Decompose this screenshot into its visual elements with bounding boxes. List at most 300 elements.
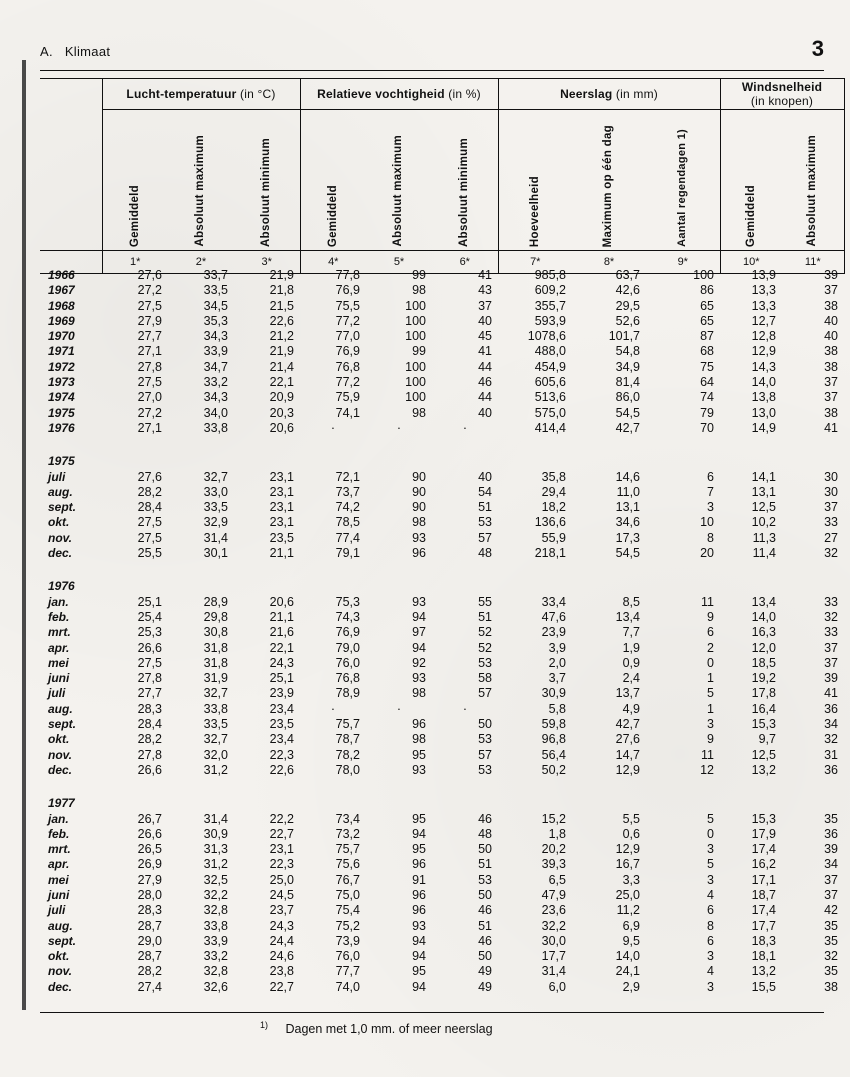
data-cell: 33,8 <box>203 420 228 435</box>
data-cell: 2,0 <box>548 655 566 670</box>
data-cell: 20,9 <box>269 390 294 405</box>
row-label: 1973 <box>48 375 75 390</box>
col-head-5-label: Absoluut maximum <box>392 135 405 247</box>
data-cell: 27,1 <box>137 344 162 359</box>
data-cell: 13,1 <box>751 484 776 499</box>
data-cell: 19,2 <box>751 671 776 686</box>
row-label: sept. <box>48 500 77 515</box>
data-cell: 17,3 <box>615 530 640 545</box>
data-cell: 32,0 <box>203 747 228 762</box>
data-cell: 55,9 <box>541 530 566 545</box>
data-cell: 28,7 <box>137 949 162 964</box>
data-cell: 78,5 <box>335 515 360 530</box>
data-cell: 32,8 <box>203 964 228 979</box>
row-label: 1974 <box>48 390 75 405</box>
data-cell: 79 <box>700 405 714 420</box>
data-cell: 37 <box>824 283 838 298</box>
empty-cell <box>234 796 300 811</box>
data-cell: 86 <box>700 283 714 298</box>
data-cell: 53 <box>478 872 492 887</box>
row-label: okt. <box>48 515 70 530</box>
data-cell: 27,2 <box>137 283 162 298</box>
data-cell: 3 <box>707 842 714 857</box>
data-cell: 45 <box>478 329 492 344</box>
data-cell: 90 <box>412 469 426 484</box>
data-cell: 28,4 <box>137 717 162 732</box>
data-cell: 32 <box>824 546 838 561</box>
data-cell: 31,3 <box>203 842 228 857</box>
data-cell: 609,2 <box>534 283 566 298</box>
data-cell: 76,9 <box>335 344 360 359</box>
data-cell: 21,1 <box>269 546 294 561</box>
data-cell: 35 <box>824 933 838 948</box>
data-cell: 51 <box>478 857 492 872</box>
data-cell: 27,8 <box>137 671 162 686</box>
col-head-1 <box>102 110 168 251</box>
group-wind-label: Windsnelheid <box>741 80 823 94</box>
table-row <box>40 656 844 671</box>
data-cell: 4 <box>707 887 714 902</box>
row-label: sept. <box>48 717 77 732</box>
chapter-title: Klimaat <box>64 44 111 59</box>
row-label: 1975 <box>48 405 75 420</box>
empty-cell <box>168 796 234 811</box>
data-cell: 43 <box>478 283 492 298</box>
data-cell: 11,0 <box>616 484 640 499</box>
group-temperature <box>102 79 300 110</box>
data-cell: 14,7 <box>615 747 640 762</box>
data-cell: 27,5 <box>137 515 162 530</box>
data-cell: 41 <box>478 344 492 359</box>
data-cell: 15,5 <box>751 979 776 994</box>
table-row <box>40 717 844 732</box>
data-cell: 87 <box>700 329 714 344</box>
data-cell: 24,4 <box>269 933 294 948</box>
data-cell: 57 <box>478 530 492 545</box>
data-cell: 37 <box>824 375 838 390</box>
data-cell: 27,9 <box>137 313 162 328</box>
row-label: mrt. <box>48 625 71 640</box>
data-cell: 23,1 <box>269 469 294 484</box>
data-cell: 25,3 <box>137 625 162 640</box>
col-num-2: 2* <box>168 251 234 274</box>
data-cell: 37 <box>824 640 838 655</box>
data-cell: 59,8 <box>541 717 566 732</box>
table-row <box>40 360 844 375</box>
data-cell: 14,3 <box>751 359 776 374</box>
data-cell: 75,2 <box>335 918 360 933</box>
data-cell: 11 <box>701 594 714 609</box>
data-cell: 27 <box>824 530 838 545</box>
data-cell: 74 <box>700 390 714 405</box>
data-cell: 30 <box>824 484 838 499</box>
data-cell: 32,6 <box>203 979 228 994</box>
table-row <box>40 888 844 903</box>
spacer-cell <box>40 561 844 579</box>
footnote <box>260 1020 493 1036</box>
data-cell: 75,4 <box>335 903 360 918</box>
empty-cell <box>366 796 432 811</box>
data-cell: 74,1 <box>335 405 360 420</box>
data-cell: 18,1 <box>751 949 776 964</box>
group-humidity-unit: (in %) <box>448 87 481 101</box>
row-label: juli <box>48 903 66 918</box>
table-header-block <box>40 78 824 274</box>
data-cell: 21,9 <box>269 268 294 282</box>
data-cell: 23,1 <box>269 484 294 499</box>
data-cell: 42,7 <box>615 717 640 732</box>
data-cell: 98 <box>412 732 426 747</box>
data-cell: 16,4 <box>751 701 776 716</box>
data-cell: 17,7 <box>541 949 566 964</box>
row-label: 1969 <box>48 313 75 328</box>
group-rainfall-unit: (in mm) <box>615 87 658 101</box>
data-cell: 32,7 <box>203 469 228 484</box>
data-cell: 75,7 <box>335 842 360 857</box>
data-cell: 16,2 <box>751 857 776 872</box>
data-cell: 100 <box>405 375 426 390</box>
data-cell: 7,7 <box>622 625 640 640</box>
data-cell: 13,2 <box>751 762 776 777</box>
data-cell: 33,2 <box>203 375 228 390</box>
data-cell: 30,9 <box>541 686 566 701</box>
table-header <box>40 78 845 274</box>
data-cell: 14,0 <box>615 949 640 964</box>
data-cell: 25,1 <box>269 671 294 686</box>
data-cell: 12,9 <box>751 344 776 359</box>
data-cell: 8 <box>707 918 714 933</box>
empty-cell <box>720 796 782 811</box>
data-cell: 31,4 <box>203 530 228 545</box>
data-cell: 24,6 <box>269 949 294 964</box>
data-cell: 100 <box>693 268 714 282</box>
data-cell: 100 <box>405 298 426 313</box>
data-cell: 4 <box>707 964 714 979</box>
data-cell: 24,1 <box>615 964 640 979</box>
data-cell: 8 <box>707 530 714 545</box>
col-head-5 <box>366 110 432 251</box>
table-row <box>40 344 844 359</box>
table-row <box>40 842 844 857</box>
data-cell: · <box>462 701 468 716</box>
data-cell: 68 <box>700 344 714 359</box>
data-cell: 86,0 <box>615 390 640 405</box>
data-cell: 41 <box>824 686 838 701</box>
data-cell: 22,7 <box>269 826 294 841</box>
data-cell: 12,5 <box>751 747 776 762</box>
data-cell: 51 <box>478 609 492 624</box>
data-cell: 17,1 <box>751 872 776 887</box>
data-cell: 16,7 <box>615 857 640 872</box>
empty-cell <box>572 796 646 811</box>
data-cell: 54,8 <box>615 344 640 359</box>
data-cell: 15,3 <box>751 811 776 826</box>
data-cell: 21,5 <box>269 298 294 313</box>
col-head-8-label: Maximum op één dag <box>602 124 615 247</box>
data-cell: 75,9 <box>335 390 360 405</box>
empty-cell <box>234 579 300 594</box>
data-cell: 73,9 <box>335 933 360 948</box>
data-cell: 31,2 <box>203 762 228 777</box>
col-head-2-label: Absoluut maximum <box>194 135 207 247</box>
data-cell: · <box>330 701 336 716</box>
table-row <box>40 515 844 530</box>
data-cell: 27,7 <box>137 686 162 701</box>
data-cell: 33,0 <box>203 484 228 499</box>
data-cell: 2,9 <box>622 979 640 994</box>
data-cell: 27,8 <box>137 359 162 374</box>
data-cell: 12,0 <box>751 640 776 655</box>
chapter-label <box>40 44 110 59</box>
group-humidity <box>300 79 498 110</box>
data-cell: 55 <box>478 594 492 609</box>
data-cell: 25,0 <box>615 887 640 902</box>
row-label: aug. <box>48 918 73 933</box>
data-cell: 31,4 <box>203 811 228 826</box>
data-cell: · <box>462 420 468 435</box>
data-cell: 22,1 <box>269 640 294 655</box>
data-cell: 70 <box>700 420 714 435</box>
row-label: sept. <box>48 933 77 948</box>
data-cell: 3 <box>707 717 714 732</box>
data-cell: 35 <box>824 964 838 979</box>
group-wind-unit: (in knopen) <box>750 94 814 108</box>
data-cell: 31 <box>824 747 838 762</box>
row-label: dec. <box>48 762 73 777</box>
empty-cell <box>300 796 366 811</box>
data-cell: 51 <box>478 500 492 515</box>
row-label: dec. <box>48 546 73 561</box>
data-cell: 414,4 <box>534 420 566 435</box>
data-cell: 42,6 <box>615 283 640 298</box>
data-cell: 39 <box>824 671 838 686</box>
data-cell: 27,7 <box>137 329 162 344</box>
data-cell: 77,8 <box>335 268 360 282</box>
data-cell: 46 <box>478 811 492 826</box>
data-cell: 23,1 <box>269 515 294 530</box>
table-row <box>40 500 844 515</box>
data-cell: 34,5 <box>203 298 228 313</box>
data-cell: 95 <box>412 964 426 979</box>
data-cell: 25,5 <box>137 546 162 561</box>
data-cell: 0 <box>707 655 714 670</box>
data-cell: 73,7 <box>335 484 360 499</box>
data-cell: 38 <box>824 979 838 994</box>
data-cell: 6,5 <box>548 872 566 887</box>
group-temperature-unit: (in °C) <box>240 87 276 101</box>
data-cell: 28,7 <box>137 918 162 933</box>
data-cell: 38 <box>824 359 838 374</box>
data-cell: 31,4 <box>541 964 566 979</box>
table-row <box>40 314 844 329</box>
data-cell: 513,6 <box>534 390 566 405</box>
data-cell: 40 <box>478 313 492 328</box>
data-cell: 37 <box>824 655 838 670</box>
data-cell: 605,6 <box>534 375 566 390</box>
data-cell: 3,3 <box>622 872 640 887</box>
data-cell: 32,9 <box>203 515 228 530</box>
data-cell: 32,7 <box>203 732 228 747</box>
row-label: mei <box>48 655 69 670</box>
empty-cell <box>720 454 782 469</box>
data-cell: 355,7 <box>534 298 566 313</box>
empty-cell <box>782 454 844 469</box>
data-cell: 32,7 <box>203 686 228 701</box>
empty-cell <box>168 454 234 469</box>
block-heading: 1976 <box>48 579 75 594</box>
table-row <box>40 671 844 686</box>
data-cell: 21,1 <box>269 609 294 624</box>
data-cell: 34,3 <box>203 390 228 405</box>
col-num-4: 4* <box>300 251 366 274</box>
data-cell: 27,4 <box>137 979 162 994</box>
data-cell: 98 <box>412 686 426 701</box>
row-label: 1970 <box>48 329 75 344</box>
data-cell: 34,7 <box>203 359 228 374</box>
data-cell: 34,6 <box>615 515 640 530</box>
empty-cell <box>572 579 646 594</box>
data-cell: 75,3 <box>335 594 360 609</box>
data-cell: 48 <box>478 826 492 841</box>
chapter-letter: A. <box>40 44 53 59</box>
data-cell: 95 <box>412 747 426 762</box>
empty-cell <box>102 796 168 811</box>
data-cell: 3 <box>707 500 714 515</box>
col-num-7: 7* <box>498 251 572 274</box>
group-temperature-label: Lucht-temperatuur <box>126 87 237 101</box>
data-cell: 48 <box>478 546 492 561</box>
header-rule <box>40 70 824 71</box>
data-cell: 24,3 <box>269 918 294 933</box>
data-cell: 34,9 <box>615 359 640 374</box>
col-head-3 <box>234 110 300 251</box>
data-cell: 28,2 <box>137 484 162 499</box>
data-cell: · <box>396 701 402 716</box>
data-cell: 6 <box>707 903 714 918</box>
row-label: feb. <box>48 609 70 624</box>
data-cell: 100 <box>405 359 426 374</box>
empty-cell <box>432 796 498 811</box>
empty-cell <box>498 454 572 469</box>
data-cell: 31,8 <box>203 655 228 670</box>
data-cell: 40 <box>824 313 838 328</box>
data-cell: 18,3 <box>751 933 776 948</box>
data-cell: 79,1 <box>335 546 360 561</box>
data-cell: 5 <box>707 686 714 701</box>
data-cell: 454,9 <box>534 359 566 374</box>
data-cell: 98 <box>412 405 426 420</box>
table-row <box>40 903 844 918</box>
data-cell: 44 <box>478 359 492 374</box>
data-cell: 101,7 <box>608 329 640 344</box>
data-cell: 64 <box>700 375 714 390</box>
data-cell: 29,5 <box>615 298 640 313</box>
empty-cell <box>720 579 782 594</box>
data-cell: 34 <box>824 857 838 872</box>
data-cell: 72,1 <box>335 469 360 484</box>
data-cell: 15,3 <box>751 717 776 732</box>
data-cell: 94 <box>412 609 426 624</box>
data-cell: 90 <box>412 484 426 499</box>
data-cell: 100 <box>405 329 426 344</box>
data-cell: 27,6 <box>137 268 162 282</box>
data-cell: 13,2 <box>751 964 776 979</box>
data-cell: 30 <box>824 469 838 484</box>
data-cell: 35 <box>824 811 838 826</box>
table-row <box>40 595 844 610</box>
data-cell: 30,1 <box>203 546 228 561</box>
data-cell: 49 <box>478 964 492 979</box>
data-cell: 75 <box>700 359 714 374</box>
data-cell: 58 <box>478 671 492 686</box>
data-cell: 53 <box>478 762 492 777</box>
table-row <box>40 375 844 390</box>
data-cell: 16,3 <box>751 625 776 640</box>
table-row <box>40 763 844 778</box>
data-cell: 218,1 <box>534 546 566 561</box>
data-cell: 17,4 <box>751 903 776 918</box>
data-cell: 33,5 <box>203 717 228 732</box>
empty-cell <box>782 579 844 594</box>
data-cell: 28,3 <box>137 701 162 716</box>
table-row <box>40 406 844 421</box>
data-cell: 36 <box>824 762 838 777</box>
data-cell: 14,0 <box>751 375 776 390</box>
data-cell: 18,7 <box>751 887 776 902</box>
empty-cell <box>300 454 366 469</box>
data-cell: 26,7 <box>137 811 162 826</box>
group-header-row <box>40 79 844 110</box>
data-cell: 33,8 <box>203 918 228 933</box>
data-cell: 100 <box>405 313 426 328</box>
row-label: nov. <box>48 530 73 545</box>
data-cell: 18,5 <box>751 655 776 670</box>
data-cell: 13,8 <box>751 390 776 405</box>
data-cell: 37 <box>824 390 838 405</box>
data-cell: 22,3 <box>269 857 294 872</box>
data-cell: 74,2 <box>335 500 360 515</box>
table-row <box>40 299 844 314</box>
data-cell: 18,2 <box>541 500 566 515</box>
data-cell: 96 <box>412 546 426 561</box>
data-cell: 93 <box>412 594 426 609</box>
table-row <box>40 702 844 717</box>
col-num-8: 8* <box>572 251 646 274</box>
data-cell: 33,9 <box>203 933 228 948</box>
footnote-text: Dagen met 1,0 mm. of meer neerslag <box>285 1022 493 1037</box>
footnote-marker: 1) <box>260 1020 269 1030</box>
col-num-11: 11* <box>782 251 844 274</box>
data-cell: 76,9 <box>335 283 360 298</box>
data-cell: 34,0 <box>203 405 228 420</box>
data-cell: 33,4 <box>541 594 566 609</box>
table-row <box>40 546 844 561</box>
data-cell: 32 <box>824 949 838 964</box>
row-label: jan. <box>48 811 69 826</box>
data-cell: 14,0 <box>751 609 776 624</box>
empty-cell <box>432 454 498 469</box>
data-cell: 38 <box>824 344 838 359</box>
column-header-row <box>40 110 844 251</box>
data-cell: 14,9 <box>751 420 776 435</box>
data-cell: 35,8 <box>541 469 566 484</box>
table-row <box>40 748 844 763</box>
data-cell: 36 <box>824 826 838 841</box>
table-row <box>40 329 844 344</box>
data-cell: 25,0 <box>269 872 294 887</box>
col-num-3: 3* <box>234 251 300 274</box>
data-cell: 40 <box>478 469 492 484</box>
